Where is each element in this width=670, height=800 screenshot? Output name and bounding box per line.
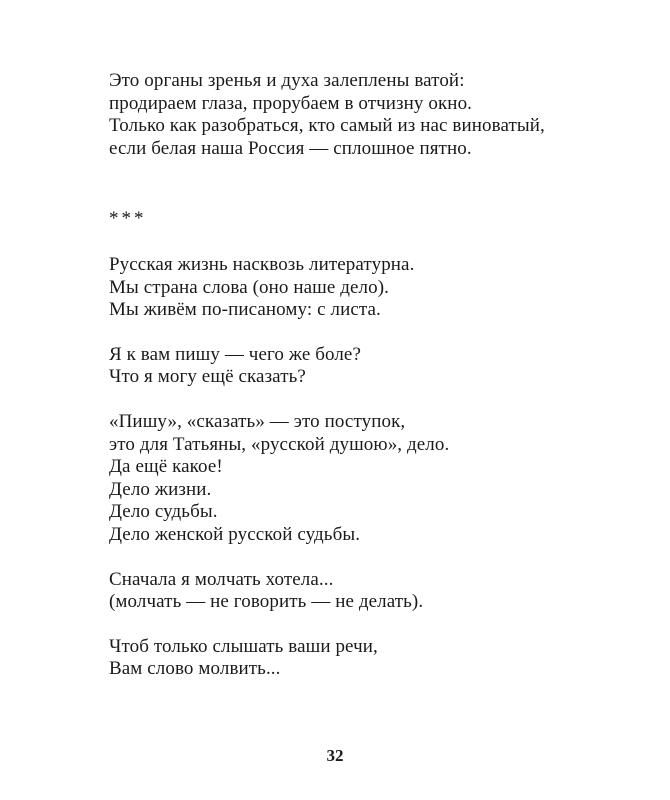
- poem-line: если белая наша Россия — сплошное пятно.: [109, 137, 472, 159]
- page-number: 32: [326, 746, 344, 765]
- poem-line: Чтоб только слышать ваши речи,: [109, 635, 378, 657]
- poem-line: Да ещё какое!: [109, 456, 223, 478]
- poem-line: «Пишу», «сказать» — это поступок,: [109, 410, 406, 432]
- poem-line: Сначала я молчать хотела...: [109, 568, 334, 590]
- poem-line: продираем глаза, прорубаем в отчизну окно.: [109, 92, 473, 114]
- stanza-gap: [109, 547, 629, 569]
- section-gap: [109, 160, 629, 208]
- poem-line: Что я могу ещё сказать?: [109, 366, 306, 388]
- separator-gap: [109, 231, 629, 254]
- poem-text: [109, 70, 629, 681]
- poem-line: Дело судьбы.: [109, 501, 218, 523]
- section-separator: ***: [109, 208, 147, 230]
- poem-line: Мы живём по-писаному: с листа.: [109, 299, 381, 321]
- stanza: [109, 70, 629, 160]
- stanza: [109, 344, 629, 389]
- poem-line: Русская жизнь насквозь литературна.: [109, 253, 415, 275]
- poem-line: это для Татьяны, «русской душою», дело.: [109, 433, 450, 455]
- stanza-gap: [109, 389, 629, 411]
- stanza-gap: [109, 322, 629, 344]
- poem-line: (молчать — не говорить — не делать).: [109, 591, 424, 613]
- poem-line: Мы страна слова (оно наше дело).: [109, 276, 389, 298]
- poem-line: Дело жизни.: [109, 478, 212, 500]
- stanza: [109, 636, 629, 681]
- poem-line: Вам слово молвить...: [109, 658, 281, 680]
- stanza: [109, 411, 629, 547]
- stanza: [109, 569, 629, 614]
- poem-line: Только как разобраться, кто самый из нас виноватый,: [109, 115, 545, 137]
- stanza-gap: [109, 614, 629, 636]
- poem-line: Я к вам пишу — чего же боле?: [109, 343, 361, 365]
- poem-line: Это органы зренья и духа залеплены ватой:: [109, 70, 465, 91]
- poem-line: Дело женской русской судьбы.: [109, 523, 361, 545]
- stanza: [109, 254, 629, 322]
